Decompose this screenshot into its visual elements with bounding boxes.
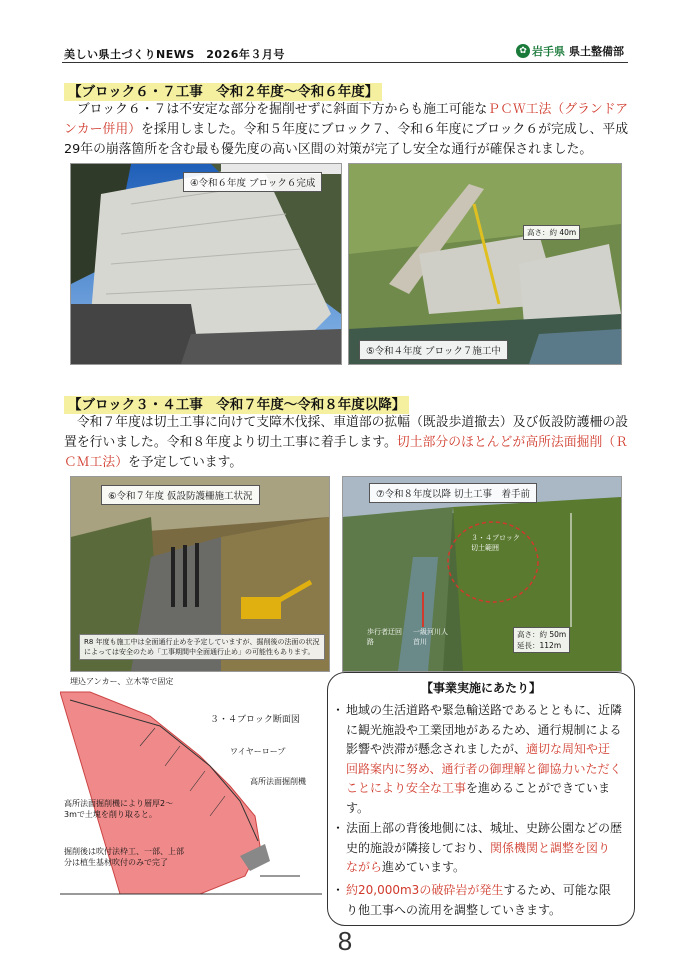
photo6-note: R8 年度も施工中は全面通行止めを予定していますが、掘削後の法面の状況によっては安全のため「工事期間中全面通行止め」の可能性もあります。	[79, 634, 325, 660]
cross-section-illustration	[60, 676, 322, 902]
diagram-wire-label: ワイヤーロープ	[230, 747, 286, 756]
diagram-note1: 高所法面掘削機により層厚2〜3mで土塊を削り取ると。	[64, 799, 174, 819]
photo5-illustration	[349, 164, 621, 364]
notice-b1-text-a: 地域の生活道路や緊急輸送路であるとともに、近隣に観光施設や工業団地があるため、通行規制による影響や渋滞が懸念されましたが、	[346, 703, 623, 756]
photo6-caption: ⑥令和７年度 仮設防護柵施工状況	[101, 485, 260, 505]
notice-b2-highlight: 関係機関と調整を図りながら	[346, 840, 611, 874]
notice-bullet-2	[332, 819, 623, 878]
photo-before-cutting	[342, 476, 622, 672]
diagram-machine-label: 高所法面掘削機	[250, 777, 306, 786]
notice-bullet-3	[332, 881, 622, 920]
photo7-river-label: 一級河川人首川	[413, 628, 448, 646]
logo-text: 岩手県	[532, 45, 565, 58]
photo7-area-label: ３・４ブロック切土範囲	[471, 534, 520, 552]
notice-title: 【事業実施にあたり】	[420, 681, 541, 695]
diagram-anchor-label: 埋込アンカー、立木等で固定	[70, 677, 174, 686]
notice-b2-text-a: 法面上部の背後地側には、城址、史跡公園などの歴史的施設が隣接しており、	[346, 821, 623, 855]
section2-text-highlight: 切土部分のほとんどが高所法面掘削（ＲＣＭ工法）	[64, 435, 629, 470]
dept-name: 県土整備部	[569, 45, 624, 58]
photo4-caption: ④令和６年度 ブロック６完成	[183, 172, 322, 192]
section1-text-highlight: ＰＣＷ工法（グランドアンカー併用）	[64, 102, 628, 137]
iwate-logo	[516, 43, 565, 59]
photo5-caption: ⑤令和４年度 ブロック７施工中	[359, 340, 508, 360]
section2-title: 【ブロック３・４工事 令和７年度〜令和８年度以降】	[64, 396, 409, 414]
notice-b2-text-b: 進めています。	[382, 860, 466, 874]
bullet-mark: ・	[332, 703, 345, 717]
project-notice-box	[327, 672, 635, 926]
notice-b1-text-b: を進めることができています。	[346, 781, 611, 815]
notice-b3-text: するため、可能な限り他工事への流用を調整していきます。	[346, 883, 611, 917]
photo-block6-complete	[70, 163, 342, 365]
photo4-illustration	[71, 164, 341, 364]
photo5-height-label: 高さ：約 40m	[523, 225, 580, 240]
notice-b3-highlight: 約20,000m3の破砕岩が発生	[346, 883, 504, 897]
bullet-mark: ・	[332, 821, 345, 835]
prefecture-mark-icon: ✿	[516, 44, 530, 58]
section1-text-b: を採用しました。令和５年度にブロック７、令和６年度にブロック６が完成し、平成29年の崩落箇所を含む最も優先度の高い区間の対策が完了し安全な通行が確保されました。	[64, 122, 628, 157]
newsletter-title: 美しい県土づくりNEWS 2026年３月号	[64, 48, 285, 61]
bullet-mark: ・	[332, 883, 345, 897]
diagram-title: ３・４ブロック断面図	[210, 715, 300, 725]
page-number: 8	[337, 926, 353, 956]
diagram-note2: 掘削後は吹付法枠工、一部、上部分は植生基材吹付のみで完了	[64, 847, 184, 867]
photo7-length: 延長：112m	[517, 641, 562, 650]
section2-heading	[64, 393, 409, 413]
cross-section-diagram	[60, 676, 322, 902]
photo7-dims	[513, 627, 570, 653]
photo-temporary-fence	[70, 476, 330, 672]
section2-text-a: 令和７年度は切土工事に向けて支障木伐採、車道部の拡幅（既設歩道撤去）及び仮設防護柵の設置を行いました。令和８年度より切土工事に着手します。	[64, 415, 628, 450]
photo7-detour-label: 歩行者迂回路	[367, 628, 402, 646]
notice-bullet-1	[332, 701, 623, 818]
header-rule	[62, 62, 628, 63]
header-dept	[516, 43, 624, 59]
section2-text-b: を予定しています。	[127, 455, 243, 470]
photo-block7-construction	[348, 163, 622, 365]
notice-b1-highlight: 適切な周知や迂回路案内に努め、通行者の御理解と御協力いただくことにより安全な工事	[346, 742, 622, 795]
section2-paragraph	[64, 413, 628, 473]
section1-paragraph	[64, 100, 628, 160]
section1-title: 【ブロック６・７工事 令和２年度〜令和６年度】	[64, 83, 382, 101]
photo7-caption: ⑦令和８年度以降 切土工事 着手前	[369, 483, 537, 503]
section1-heading	[64, 80, 382, 100]
section1-text-a: ブロック６・７は不安定な部分を掘削せずに斜面下方からも施工可能な	[64, 102, 488, 117]
photo7-height: 高さ：約 50m	[517, 630, 567, 639]
